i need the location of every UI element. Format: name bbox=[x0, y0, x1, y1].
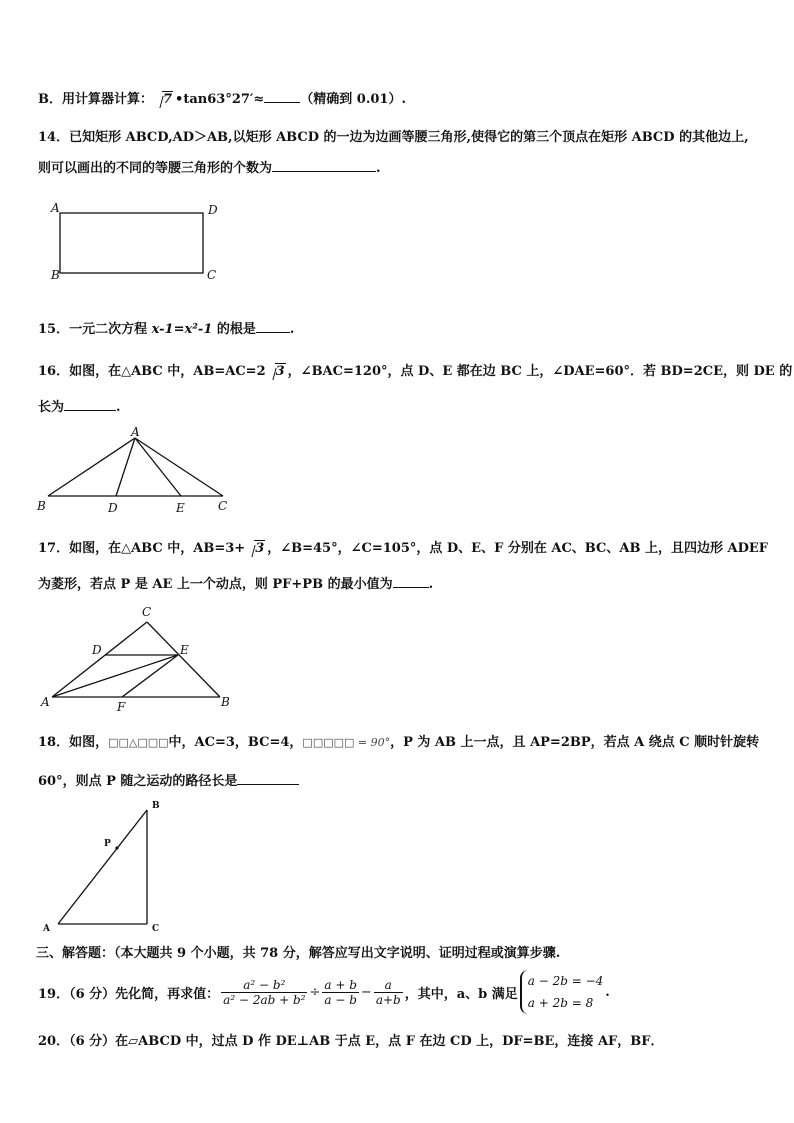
label-d: D bbox=[108, 501, 118, 515]
label-c: C bbox=[152, 924, 160, 934]
fraction-2 bbox=[322, 978, 359, 1007]
q18-line2-text: 60°，则点 P 随之运动的路径长是 bbox=[38, 774, 238, 789]
fraction-2-denominator: a − b bbox=[324, 992, 357, 1007]
q16-end: . bbox=[116, 400, 121, 415]
q16-line2-text: 长为 bbox=[38, 400, 65, 415]
segment-ab bbox=[58, 810, 147, 924]
q13b-suffix: （精确到 0.01）. bbox=[300, 92, 406, 107]
label-e: E bbox=[176, 501, 185, 515]
q14-line2-text: 则可以画出的不同的等腰三角形的个数为 bbox=[38, 161, 273, 176]
q17-radicand: 3 bbox=[255, 541, 265, 556]
label-p: P bbox=[104, 839, 111, 849]
q13b-expr: •tan63°27′≈ bbox=[175, 92, 265, 107]
q20-line: 20．（6 分）在▱ABCD 中，过点 D 作 DE⊥AB 于点 E，点 F 在边 CD 上，DF=BE，连接 AF，BF． bbox=[38, 1034, 664, 1049]
point-p bbox=[115, 846, 118, 849]
q16-radicand: 3 bbox=[275, 364, 285, 379]
section-3-heading: 三、解答题：（本大题共 9 个小题，共 78 分，解答应写出文字说明、证明过程或演算步骤. bbox=[36, 946, 561, 961]
q17-line1b: ，∠B=45°，∠C=105°，点 D、E、F 分别在 AC、BC、AB 上，且四边形 ADEF bbox=[267, 541, 768, 556]
label-c: C bbox=[207, 268, 217, 282]
q17-end: . bbox=[428, 577, 434, 592]
q18-garbled-angle: □□□□□ = 90° bbox=[302, 736, 391, 749]
q15-suffix: 的根是 bbox=[212, 322, 256, 337]
q15-end: . bbox=[289, 322, 295, 337]
equation-system bbox=[520, 970, 604, 1014]
fraction-3-numerator: a bbox=[374, 978, 403, 993]
fraction-1-numerator: a² − b² bbox=[221, 978, 307, 993]
q14-end: . bbox=[376, 161, 381, 176]
q17-line1a: 17．如图，在△ABC 中，AB=3+ bbox=[38, 541, 246, 556]
label-a: A bbox=[43, 924, 50, 934]
fraction-3-denominator: a+b bbox=[375, 992, 401, 1007]
q18-prefix: 18．如图， bbox=[38, 735, 109, 750]
fraction-1 bbox=[221, 978, 307, 1007]
q16-line1b: ，∠BAC=120°，点 D、E 都在边 BC 上，∠DAE=60°．若 BD=2CE，则 DE 的 bbox=[287, 364, 793, 379]
q19-line bbox=[38, 970, 610, 1014]
label-b: B bbox=[221, 695, 230, 709]
q19-middle: ，其中，a、b 满足 bbox=[404, 986, 518, 1002]
q13b-prefix: B．用计算器计算： bbox=[38, 92, 153, 107]
q17-line2-text: 为菱形，若点 P 是 AE 上一个动点，则 PF+PB 的最小值为 bbox=[38, 577, 393, 592]
label-b: B bbox=[152, 801, 160, 811]
q18-mid: 中，AC=3，BC=4， bbox=[168, 735, 303, 750]
label-c: C bbox=[142, 605, 152, 619]
label-b: B bbox=[37, 499, 46, 513]
q16-line1a: 16．如图，在△ABC 中，AB=AC=2 bbox=[38, 364, 266, 379]
q13b-radicand: 7 bbox=[163, 92, 173, 107]
q18-rest: ，P 为 AB 上一点，且 AP=2BP，若点 A 绕点 C 顺时针旋转 bbox=[390, 735, 760, 750]
q15-prefix: 15．一元二次方程 bbox=[38, 322, 152, 337]
q19-end: . bbox=[605, 984, 610, 1000]
label-a: A bbox=[131, 425, 140, 439]
label-d: D bbox=[208, 203, 218, 217]
label-d: D bbox=[92, 643, 102, 657]
label-c: C bbox=[218, 499, 228, 513]
divide-sign: ÷ bbox=[309, 984, 321, 1000]
q19-prefix: 19．（6 分）先化简，再求值： bbox=[38, 986, 220, 1002]
label-b: B bbox=[51, 268, 60, 282]
label-e: E bbox=[180, 643, 189, 657]
minus-sign: − bbox=[360, 984, 372, 1000]
equation-1: a − 2b = −4 bbox=[527, 974, 604, 988]
q18-garbled-formula: □□△□□□ bbox=[108, 736, 169, 749]
equation-2: a + 2b = 8 bbox=[527, 996, 594, 1010]
label-a: A bbox=[51, 201, 60, 215]
fraction-1-denominator: a² − 2ab + b² bbox=[223, 992, 306, 1007]
fraction-3 bbox=[374, 978, 403, 1007]
label-a: A bbox=[41, 695, 50, 709]
fraction-2-numerator: a + b bbox=[324, 977, 357, 992]
q14-line1: 14．已知矩形 ABCD,AD＞AB,以矩形 ABCD 的一边为边画等腰三角形,使得它的第三个顶点在矩形 ABCD 的其他边上, bbox=[38, 130, 749, 145]
q15-equation: x-1=x²-1 bbox=[151, 322, 213, 337]
label-f: F bbox=[117, 700, 126, 714]
